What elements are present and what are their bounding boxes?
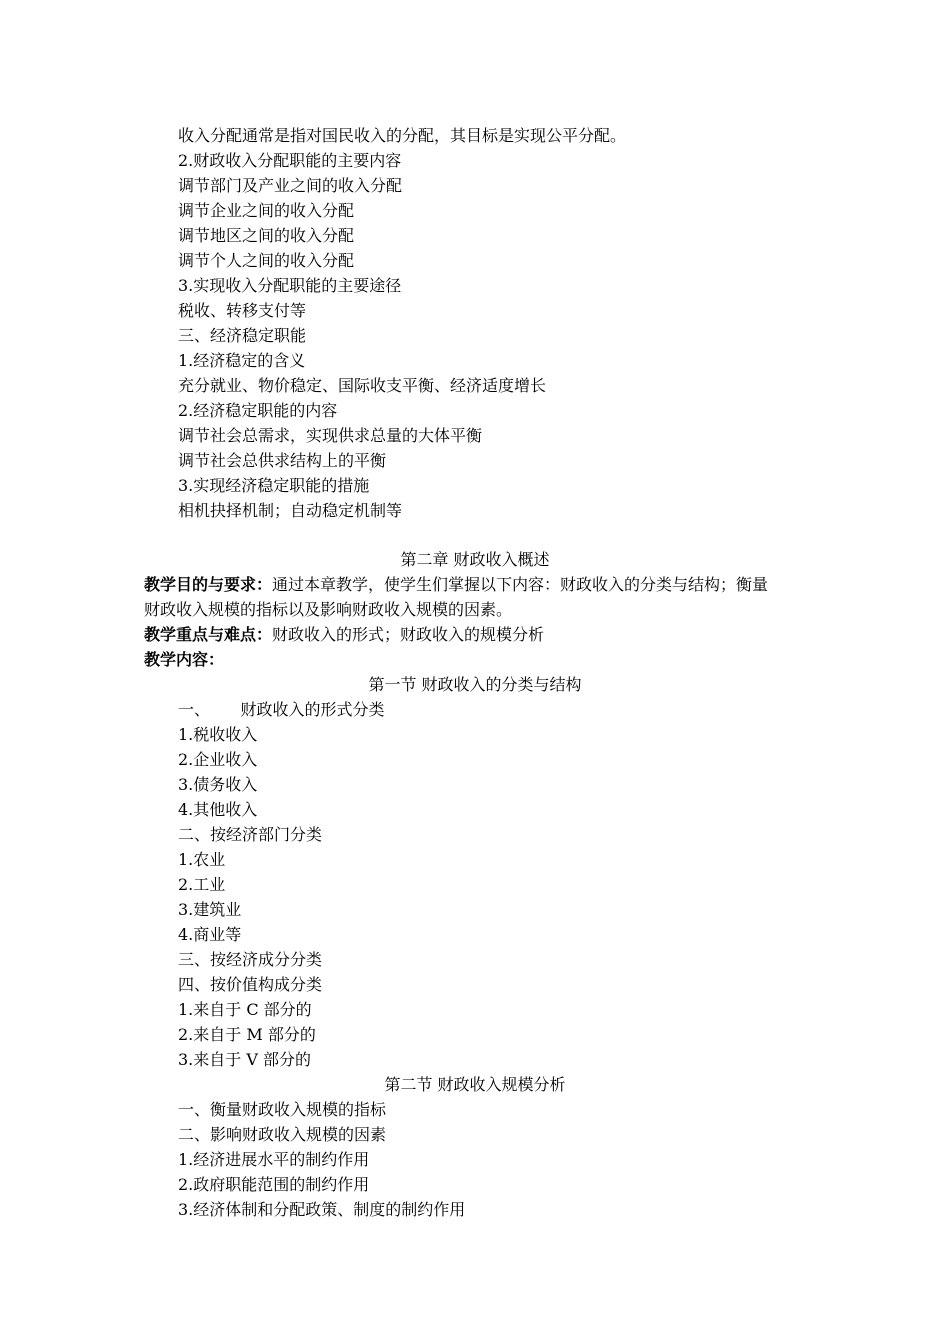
text-line: 调节企业之间的收入分配 [178, 201, 355, 220]
text-line: 2.财政收入分配职能的主要内容 [178, 151, 402, 170]
text-line: 税收、转移支付等 [178, 301, 307, 320]
text-line: 1.税收收入 [178, 725, 258, 744]
teaching-key-points [144, 625, 544, 645]
text-line: 2.来自于 M 部分的 [178, 1025, 316, 1044]
text-line: 二、影响财政收入规模的因素 [178, 1125, 387, 1144]
text-line: 4.其他收入 [178, 800, 258, 819]
text-line: 2.政府职能范围的制约作用 [178, 1175, 370, 1194]
text-line: 三、经济稳定职能 [178, 326, 307, 345]
section-title: 第二节 财政收入规模分析 [384, 1075, 566, 1094]
text-line: 3.来自于 V 部分的 [178, 1050, 311, 1069]
text-line: 一、衡量财政收入规模的指标 [178, 1100, 387, 1119]
text-line: 3.债务收入 [178, 775, 258, 794]
teaching-aim [144, 575, 768, 595]
section-title: 第一节 财政收入的分类与结构 [368, 675, 582, 694]
text-line: 1.来自于 C 部分的 [178, 1000, 312, 1019]
text-line: 3.实现收入分配职能的主要途径 [178, 276, 402, 295]
text-line: 收入分配通常是指对国民收入的分配，其目标是实现公平分配。 [178, 126, 627, 145]
text-line: 二、按经济部门分类 [178, 825, 323, 844]
text-line: 3.经济体制和分配政策、制度的制约作用 [178, 1200, 466, 1219]
text-line: 三、按经济成分分类 [178, 950, 323, 969]
teaching-aim-text: 通过本章教学，使学生们掌握以下内容：财政收入的分类与结构；衡量 [272, 575, 769, 594]
text-line: 2.经济稳定职能的内容 [178, 401, 338, 420]
text-line: 2.工业 [178, 875, 226, 894]
text-line: 1.经济进展水平的制约作用 [178, 1150, 370, 1169]
text-line: 3.建筑业 [178, 900, 242, 919]
text-line: 四、按价值构成分类 [178, 975, 323, 994]
teaching-aim-continued: 财政收入规模的指标以及影响财政收入规模的因素。 [144, 600, 513, 619]
text-line: 2.企业收入 [178, 750, 258, 769]
text-line: 一、 财政收入的形式分类 [178, 700, 385, 719]
teaching-key-text: 财政收入的形式；财政收入的规模分析 [272, 625, 545, 644]
text-line: 1.经济稳定的含义 [178, 351, 306, 370]
text-line: 调节社会总供求结构上的平衡 [178, 451, 387, 470]
text-line: 调节部门及产业之间的收入分配 [178, 176, 403, 195]
chapter-title: 第二章 财政收入概述 [400, 550, 550, 569]
text-line: 充分就业、物价稳定、国际收支平衡、经济适度增长 [178, 376, 547, 395]
teaching-key-label: 教学重点与难点： [144, 625, 273, 644]
text-line: 1.农业 [178, 850, 226, 869]
teaching-content-label: 教学内容： [144, 650, 225, 669]
text-line: 相机抉择机制；自动稳定机制等 [178, 501, 403, 520]
text-line: 调节社会总需求，实现供求总量的大体平衡 [178, 426, 483, 445]
text-line: 3.实现经济稳定职能的措施 [178, 476, 370, 495]
text-line: 调节地区之间的收入分配 [178, 226, 355, 245]
text-line: 4.商业等 [178, 925, 242, 944]
text-line: 调节个人之间的收入分配 [178, 251, 355, 270]
teaching-aim-label: 教学目的与要求： [144, 575, 273, 594]
